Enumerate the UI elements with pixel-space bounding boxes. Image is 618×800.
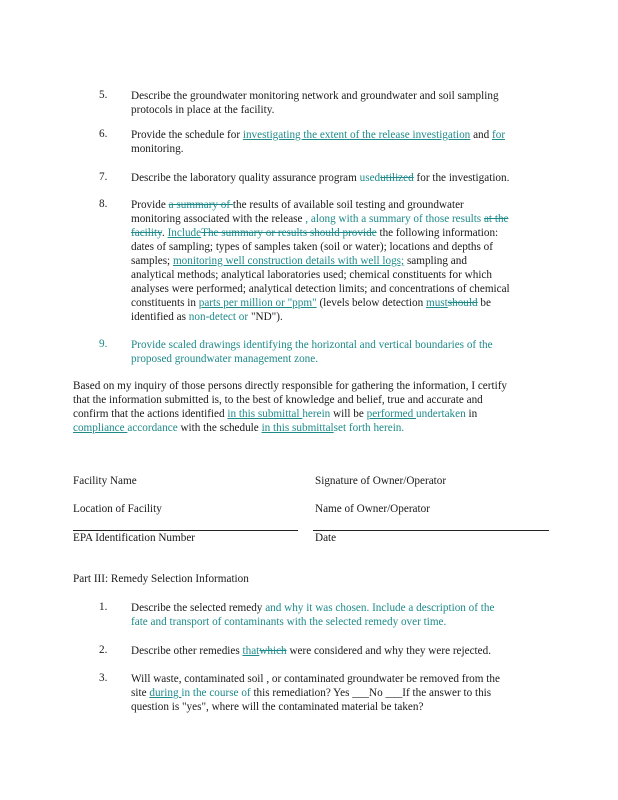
text-run: dates of sampling; types of samples taken (soil or water); locations and depths of bbox=[131, 241, 493, 253]
item-number: 7. bbox=[99, 171, 108, 183]
text-run: the results of available soil testing and groundwater bbox=[232, 199, 464, 211]
inserted-text: in this submittal bbox=[227, 408, 303, 420]
text-run: analytical methods; analytical laboratories used; chemical constituents for which bbox=[131, 269, 492, 281]
item-text bbox=[131, 128, 546, 156]
text-line bbox=[131, 226, 546, 240]
text-line bbox=[131, 615, 546, 629]
text-line bbox=[131, 198, 546, 212]
inserted-text: , along with a summary of those results bbox=[305, 213, 484, 225]
text-run: confirm that the actions identified bbox=[73, 408, 228, 420]
text-line bbox=[131, 338, 546, 352]
text-line bbox=[131, 296, 546, 310]
text-run: Based on my inquiry of those persons directly responsible for gathering the information, I certify bbox=[73, 380, 508, 392]
text-run: the following information: bbox=[376, 227, 499, 239]
part3-heading: Part III: Remedy Selection Information bbox=[73, 573, 249, 585]
item-text bbox=[131, 198, 546, 324]
deleted-text: at the bbox=[483, 213, 509, 225]
text-run: protocols in place at the facility. bbox=[131, 104, 275, 116]
item-text bbox=[131, 171, 546, 185]
text-line bbox=[131, 352, 546, 366]
epa-id-label: EPA Identification Number bbox=[73, 532, 196, 544]
facility-name-label: Facility Name bbox=[73, 475, 137, 487]
text-line bbox=[131, 644, 546, 658]
text-run: Describe other remedies bbox=[131, 645, 243, 657]
text-run: analyses were performed; analytical detection limits; and concentrations of chemical bbox=[131, 283, 510, 295]
text-run: Will waste, contaminated soil , or contaminated groundwater be removed from the bbox=[131, 673, 500, 685]
date-label: Date bbox=[315, 532, 337, 544]
text-run: Provide bbox=[131, 199, 169, 211]
text-line bbox=[73, 393, 553, 407]
text-line bbox=[131, 103, 546, 117]
text-run: Describe the laboratory quality assurance program bbox=[131, 172, 360, 184]
deleted-text: a summary of bbox=[168, 199, 233, 211]
text-run: and bbox=[470, 129, 493, 141]
inserted-text: fate and transport of contaminants with the selected remedy over time. bbox=[131, 616, 447, 628]
inserted-text: must bbox=[426, 297, 448, 309]
inserted-text: for bbox=[492, 129, 506, 141]
item-number: 8. bbox=[99, 198, 108, 210]
inserted-text: and why it was chosen. Include a description of the bbox=[265, 602, 495, 614]
text-run: identified as bbox=[131, 311, 189, 323]
text-run: sampling and bbox=[404, 255, 467, 267]
signature-owner-label: Signature of Owner/Operator bbox=[315, 475, 447, 487]
inserted-text: set forth herein. bbox=[333, 422, 405, 434]
location-label: Location of Facility bbox=[73, 503, 162, 515]
inserted-text: investigation bbox=[412, 129, 471, 141]
text-line bbox=[131, 212, 546, 226]
item-number: 6. bbox=[99, 128, 108, 140]
deleted-text: utilized bbox=[380, 172, 414, 184]
text-run: constituents in bbox=[131, 297, 199, 309]
text-line bbox=[131, 89, 546, 103]
text-run: site bbox=[131, 687, 150, 699]
text-run: for the investigation. bbox=[413, 172, 510, 184]
deleted-text: should bbox=[447, 297, 478, 309]
item-number: 9. bbox=[99, 338, 108, 350]
text-line bbox=[73, 379, 553, 393]
inserted-text: undertaken bbox=[416, 408, 466, 420]
text-run: this remediation? Yes ___No ___If the answer to this bbox=[250, 687, 492, 699]
text-line bbox=[131, 128, 546, 142]
deleted-text: facility bbox=[131, 227, 162, 239]
text-run: (levels below detection bbox=[316, 297, 426, 309]
inserted-text: herein bbox=[302, 408, 331, 420]
inserted-text: Provide scaled drawings identifying the horizontal and vertical boundaries of the bbox=[131, 339, 493, 351]
signature-line-right bbox=[313, 530, 549, 531]
inserted-text: Include bbox=[167, 227, 202, 239]
inserted-text: parts per million or "ppm" bbox=[198, 297, 317, 309]
inserted-text: monitoring well construction details with well logs; bbox=[172, 255, 405, 267]
text-line bbox=[131, 171, 546, 185]
inserted-text: investigating the extent of the release bbox=[242, 129, 413, 141]
item-text bbox=[131, 644, 546, 658]
inserted-text: accordance bbox=[127, 422, 178, 434]
inserted-text: that bbox=[242, 645, 260, 657]
text-run: monitoring associated with the release bbox=[131, 213, 306, 225]
text-run: Describe the groundwater monitoring network and groundwater and soil sampling bbox=[131, 90, 499, 102]
text-run: will be bbox=[330, 408, 367, 420]
inserted-text: proposed groundwater management zone. bbox=[131, 353, 319, 365]
inserted-text: performed bbox=[366, 408, 417, 420]
text-run: "ND"). bbox=[248, 311, 283, 323]
item-text bbox=[131, 601, 546, 629]
deleted-text: The summary or results should provide bbox=[201, 227, 377, 239]
text-line bbox=[131, 700, 546, 714]
text-run: Describe the selected remedy bbox=[131, 602, 266, 614]
text-run: . bbox=[161, 227, 168, 239]
item-text bbox=[131, 338, 546, 366]
item-text bbox=[131, 89, 546, 117]
text-run: monitoring. bbox=[131, 143, 184, 155]
text-line bbox=[131, 254, 546, 268]
item-text bbox=[131, 672, 546, 714]
inserted-text: in this submittal bbox=[261, 422, 334, 434]
signature-line-left bbox=[73, 530, 298, 531]
text-run: samples; bbox=[131, 255, 173, 267]
text-line bbox=[131, 282, 546, 296]
text-line bbox=[131, 268, 546, 282]
text-line bbox=[73, 407, 553, 421]
text-run: with the schedule bbox=[177, 422, 262, 434]
item-number: 1. bbox=[99, 601, 108, 613]
text-run: question is "yes", where will the contaminated material be taken? bbox=[131, 701, 424, 713]
text-run: in bbox=[465, 408, 478, 420]
text-line bbox=[131, 142, 546, 156]
inserted-text: during bbox=[149, 687, 182, 699]
text-run: that the information submitted is, to the best of knowledge and belief, true and accurate and bbox=[73, 394, 483, 406]
inserted-text: compliance bbox=[73, 422, 128, 434]
item-number: 2. bbox=[99, 644, 108, 656]
text-line bbox=[131, 686, 546, 700]
text-line bbox=[131, 240, 546, 254]
deleted-text: which bbox=[259, 645, 287, 657]
name-owner-label: Name of Owner/Operator bbox=[315, 503, 430, 515]
text-run: be bbox=[477, 297, 491, 309]
inserted-text: used bbox=[359, 172, 381, 184]
inserted-text: non-detect or bbox=[188, 311, 249, 323]
certification-paragraph bbox=[73, 379, 553, 435]
text-line bbox=[131, 310, 546, 324]
item-number: 5. bbox=[99, 89, 108, 101]
item-number: 3. bbox=[99, 672, 108, 684]
text-run: were considered and why they were rejected. bbox=[286, 645, 492, 657]
text-line bbox=[131, 601, 546, 615]
inserted-text: in the course of bbox=[181, 687, 251, 699]
text-run: Provide the schedule for bbox=[131, 129, 243, 141]
text-line bbox=[131, 672, 546, 686]
text-line bbox=[73, 421, 553, 435]
